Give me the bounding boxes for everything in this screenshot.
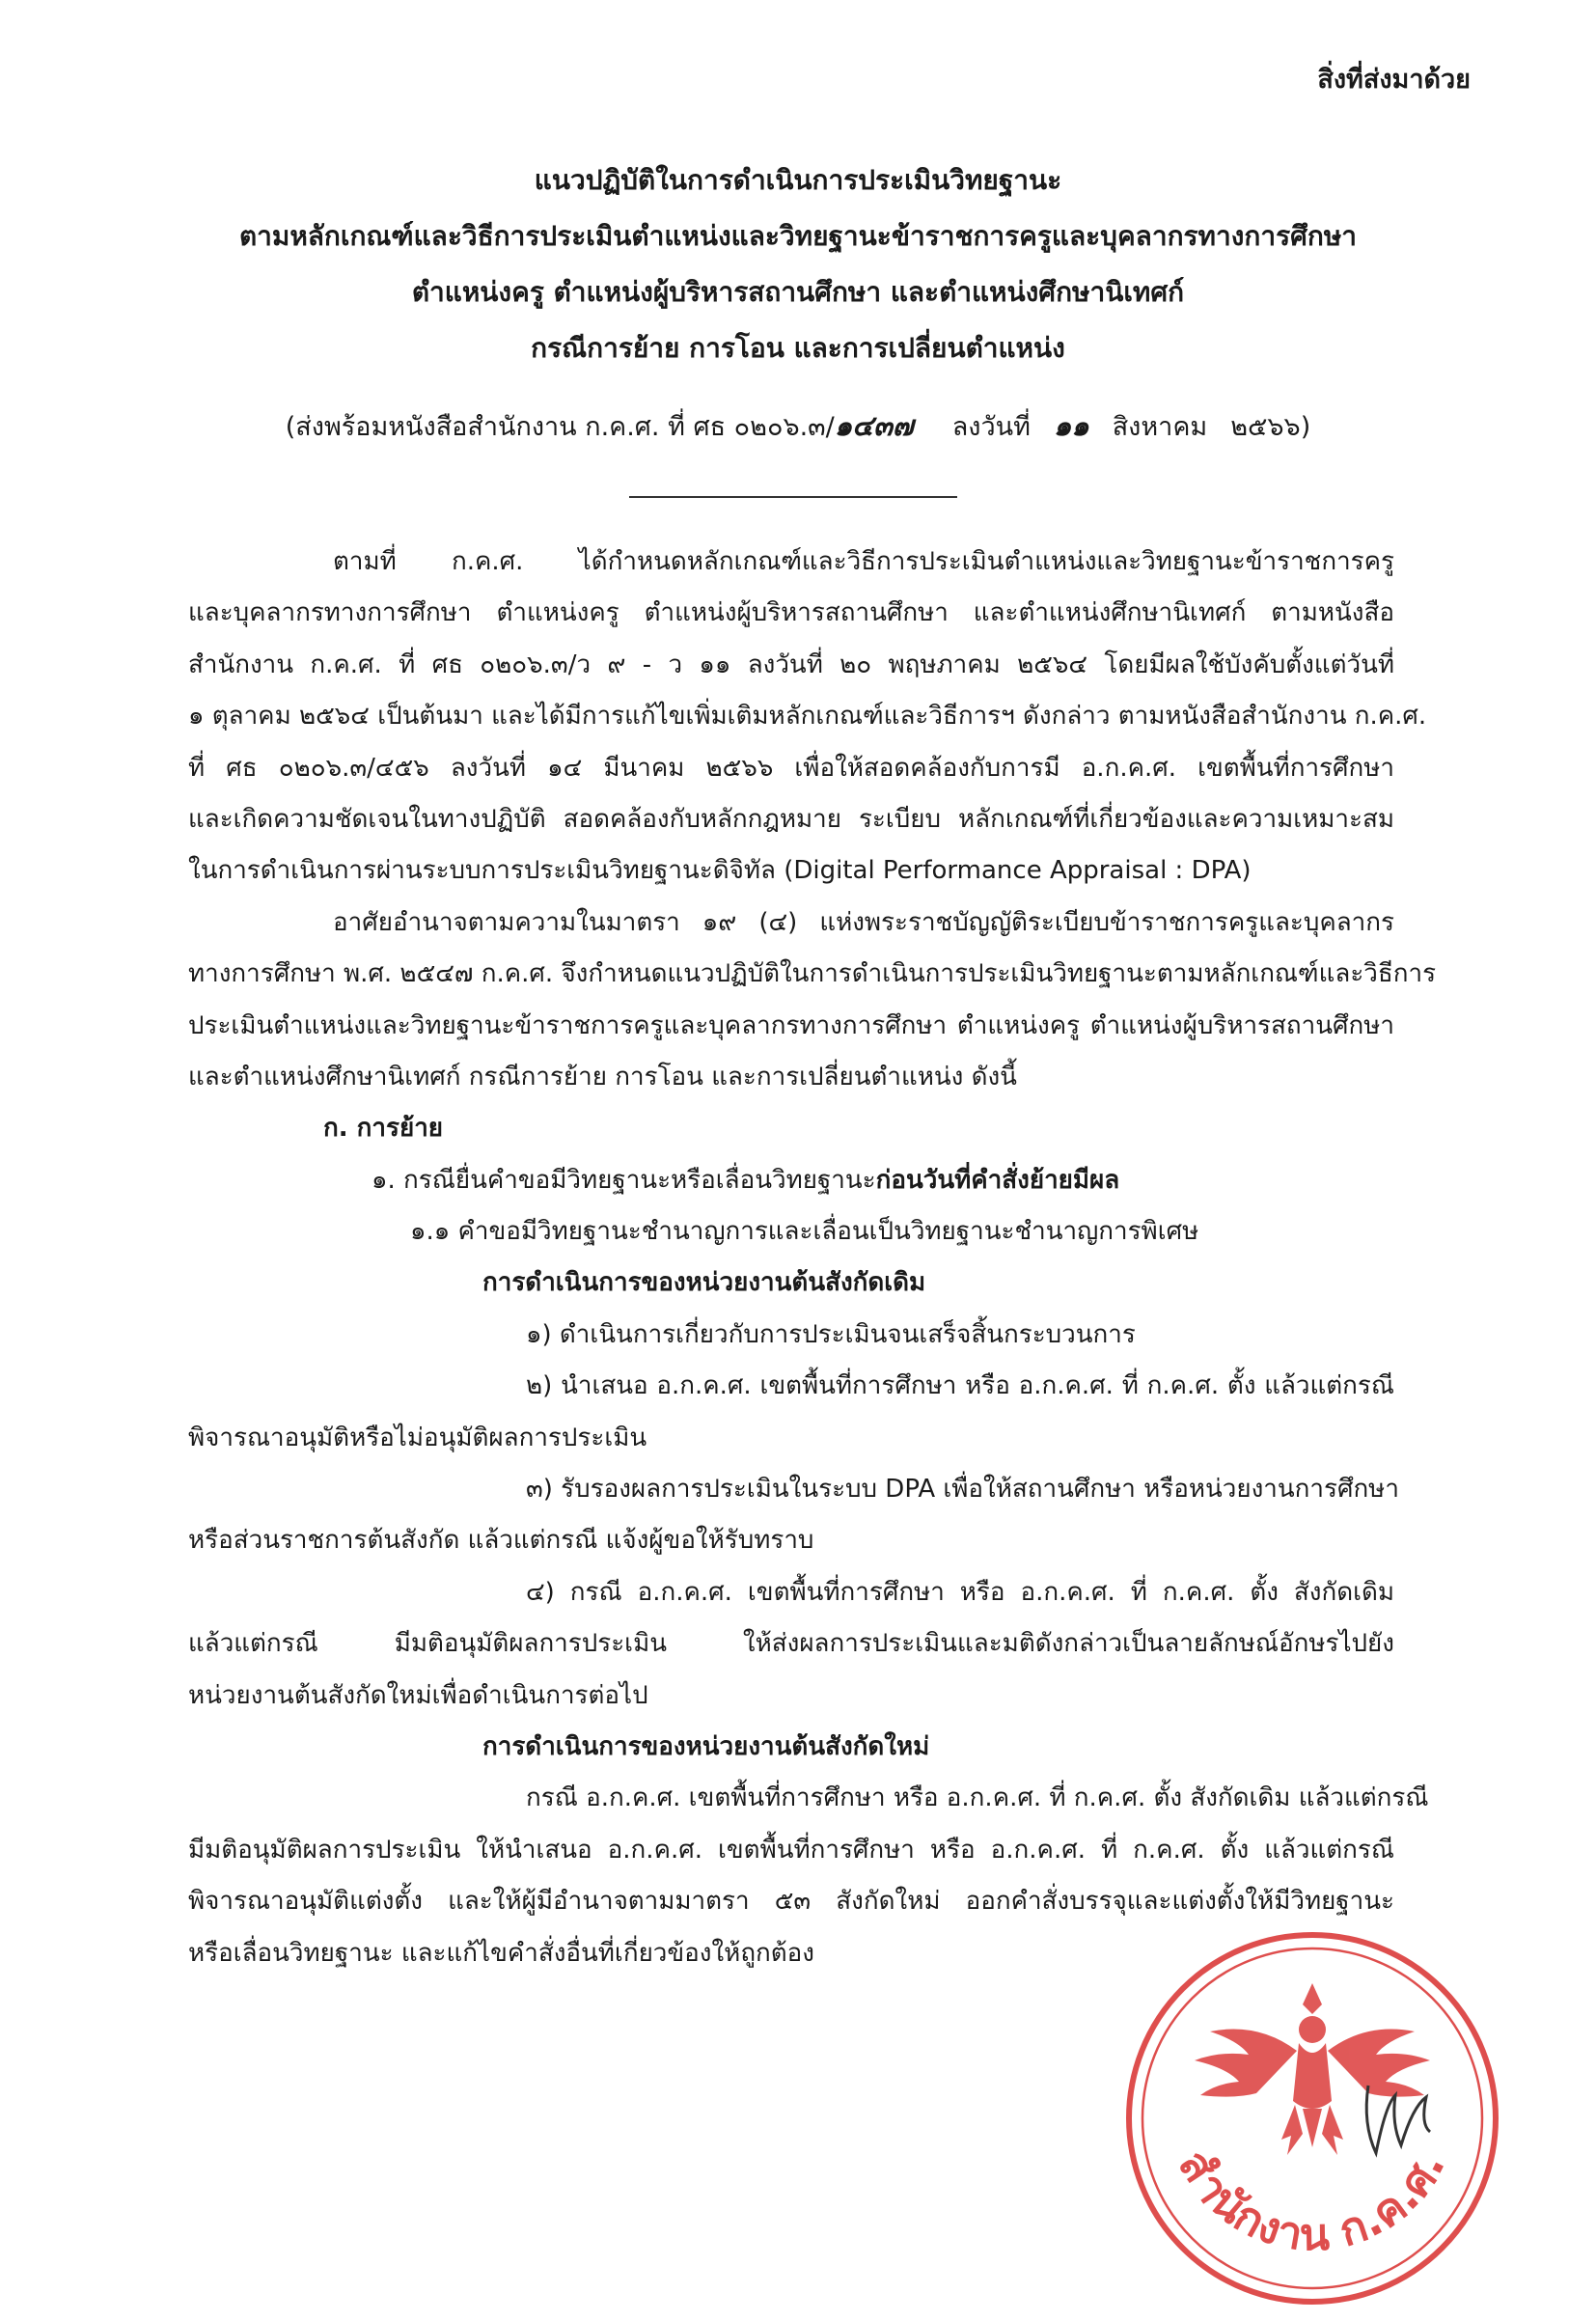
- heading-original-agency: การดำเนินการของหน่วยงานต้นสังกัดเดิม: [482, 1268, 926, 1298]
- item-1-1: ๑.๑ คำขอมีวิทยฐานะชำนาญการและเลื่อนเป็นวิทยฐานะชำนาญการพิเศษ: [410, 1217, 1199, 1247]
- new-agency-line: กรณี อ.ก.ค.ศ. เขตพื้นที่การศึกษา หรือ อ.ก.ค.ศ. ที่ ก.ค.ศ. ตั้ง สังกัดเดิม แล้วแต่กรณี: [526, 1783, 1429, 1813]
- seal-text: สำนักงาน ก.ค.ศ.: [1168, 2140, 1455, 2261]
- official-seal-stamp: [1110, 1916, 1515, 2321]
- para1-line: ตามที่ ก.ค.ศ. ได้กำหนดหลักเกณฑ์และวิธีการประเมินตำแหน่งและวิทยฐานะข้าราชการครู: [333, 547, 1394, 576]
- reference-year: ๒๕๖๖): [1230, 412, 1311, 442]
- item-1-emphasis: ก่อนวันที่คำสั่งย้ายมีผล: [875, 1165, 1120, 1195]
- reference-month: สิงหาคม: [1112, 412, 1208, 442]
- new-agency-line: พิจารณาอนุมัติแต่งตั้ง และให้ผู้มีอำนาจตามมาตรา ๕๓ สังกัดใหม่ ออกคำสั่งบรรจุและแต่งตั้งให้มีวิทยฐานะ: [188, 1887, 1394, 1917]
- divider-rule: [629, 496, 957, 498]
- document-title: [0, 152, 1596, 376]
- step-1: ๑) ดำเนินการเกี่ยวกับการประเมินจนเสร็จสิ้นกระบวนการ: [526, 1319, 1136, 1349]
- title-line-3: ตำแหน่งครู ตำแหน่งผู้บริหารสถานศึกษา และตำแหน่งศึกษานิเทศก์: [411, 276, 1185, 308]
- step-4-line: ๔) กรณี อ.ก.ค.ศ. เขตพื้นที่การศึกษา หรือ อ.ก.ค.ศ. ที่ ก.ค.ศ. ตั้ง สังกัดเดิม: [526, 1577, 1394, 1607]
- new-agency-line: หรือเลื่อนวิทยฐานะ และแก้ไขคำสั่งอื่นที่เกี่ยวข้องให้ถูกต้อง: [188, 1938, 814, 1968]
- step-4-line: หน่วยงานต้นสังกัดใหม่เพื่อดำเนินการต่อไป: [188, 1680, 648, 1710]
- para1-line: ในการดำเนินการผ่านระบบการประเมินวิทยฐานะดิจิทัล (Digital Performance Appraisal : DPA): [188, 856, 1252, 886]
- reference-day: ๑๑: [1053, 409, 1089, 442]
- title-line-4: กรณีการย้าย การโอน และการเปลี่ยนตำแหน่ง: [531, 332, 1065, 364]
- enclosure-label: สิ่งที่ส่งมาด้วย: [1317, 65, 1471, 95]
- para1-line: ที่ ศธ ๐๒๐๖.๓/๔๕๖ ลงวันที่ ๑๔ มีนาคม ๒๕๖๖ เพื่อให้สอดคล้องกับการมี อ.ก.ค.ศ. เขตพื้นที่การศึกษา: [188, 753, 1394, 783]
- para2-line: ประเมินตำแหน่งและวิทยฐานะข้าราชการครูและบุคลากรทางการศึกษา ตำแหน่งครู ตำแหน่งผู้บริหารสถานศึกษา: [188, 1010, 1394, 1040]
- title-line-1: แนวปฏิบัติในการดำเนินการประเมินวิทยฐานะ: [534, 164, 1062, 196]
- item-1-text: ๑. กรณียื่นคำขอมีวิทยฐานะหรือเลื่อนวิทยฐานะ: [371, 1165, 876, 1195]
- item-1: [188, 1155, 1394, 1206]
- step-3-line: หรือส่วนราชการต้นสังกัด แล้วแต่กรณี แจ้งผู้ขอให้รับทราบ: [188, 1526, 814, 1556]
- para1-line: สำนักงาน ก.ค.ศ. ที่ ศธ ๐๒๐๖.๓/ว ๙ - ว ๑๑ ลงวันที่ ๒๐ พฤษภาคม ๒๕๖๔ โดยมีผลใช้บังคับตั้งแต่วันที่: [188, 649, 1394, 679]
- step-4-line: แล้วแต่กรณี มีมติอนุมัติผลการประเมิน ให้ส่งผลการประเมินและมติดังกล่าวเป็นลายลักษณ์อักษรไปยัง: [188, 1629, 1394, 1659]
- title-line-2: ตามหลักเกณฑ์และวิธีการประเมินตำแหน่งและวิทยฐานะข้าราชการครูและบุคลากรทางการศึกษา: [238, 220, 1358, 252]
- para2-line: ทางการศึกษา พ.ศ. ๒๕๔๗ ก.ค.ศ. จึงกำหนดแนวปฏิบัติในการดำเนินการประเมินวิทยฐานะตามหลักเกณฑ์และวิธีการ: [188, 959, 1437, 989]
- para1-line: และเกิดความชัดเจนในทางปฏิบัติ สอดคล้องกับหลักกฎหมาย ระเบียบ หลักเกณฑ์ที่เกี่ยวข้องและความเหมาะสม: [188, 804, 1394, 834]
- para2-line: อาศัยอำนาจตามความในมาตรา ๑๙ (๔) แห่งพระราชบัญญัติระเบียบข้าราชการครูและบุคลากร: [333, 907, 1394, 937]
- reference-date-label: ลงวันที่: [951, 412, 1031, 442]
- reference-number: ๑๔๓๗: [834, 409, 914, 442]
- step-3-line: ๓) รับรองผลการประเมินในระบบ DPA เพื่อให้สถานศึกษา หรือหน่วยงานการศึกษา: [526, 1475, 1399, 1505]
- step-2-line: ๒) นำเสนอ อ.ก.ค.ศ. เขตพื้นที่การศึกษา หรือ อ.ก.ค.ศ. ที่ ก.ค.ศ. ตั้ง แล้วแต่กรณี: [526, 1371, 1394, 1401]
- para1-line: ๑ ตุลาคม ๒๕๖๔ เป็นต้นมา และได้มีการแก้ไขเพิ่มเติมหลักเกณฑ์และวิธีการฯ ดังกล่าว ตามหนังสือสำนักงาน ก.ค.ศ.: [188, 702, 1427, 732]
- new-agency-line: มีมติอนุมัติผลการประเมิน ให้นำเสนอ อ.ก.ค.ศ. เขตพื้นที่การศึกษา หรือ อ.ก.ค.ศ. ที่ ก.ค.ศ. ตั้ง แล้วแต่กรณี: [188, 1835, 1394, 1865]
- para2-line: และตำแหน่งศึกษานิเทศก์ กรณีการย้าย การโอน และการเปลี่ยนตำแหน่ง ดังนี้: [188, 1062, 1017, 1091]
- reference-line: [0, 403, 1596, 448]
- section-a-heading: ก. การย้าย: [323, 1114, 444, 1144]
- reference-prefix: (ส่งพร้อมหนังสือสำนักงาน ก.ค.ศ. ที่ ศธ ๐๒๐๖.๓/: [285, 412, 835, 442]
- step-2-line: พิจารณาอนุมัติหรือไม่อนุมัติผลการประเมิน: [188, 1423, 647, 1452]
- heading-new-agency: การดำเนินการของหน่วยงานต้นสังกัดใหม่: [482, 1731, 930, 1761]
- document-body: [188, 537, 1437, 1979]
- para1-line: และบุคลากรทางการศึกษา ตำแหน่งครู ตำแหน่งผู้บริหารสถานศึกษา และตำแหน่งศึกษานิเทศก์ ตามหนังสือ: [188, 598, 1394, 628]
